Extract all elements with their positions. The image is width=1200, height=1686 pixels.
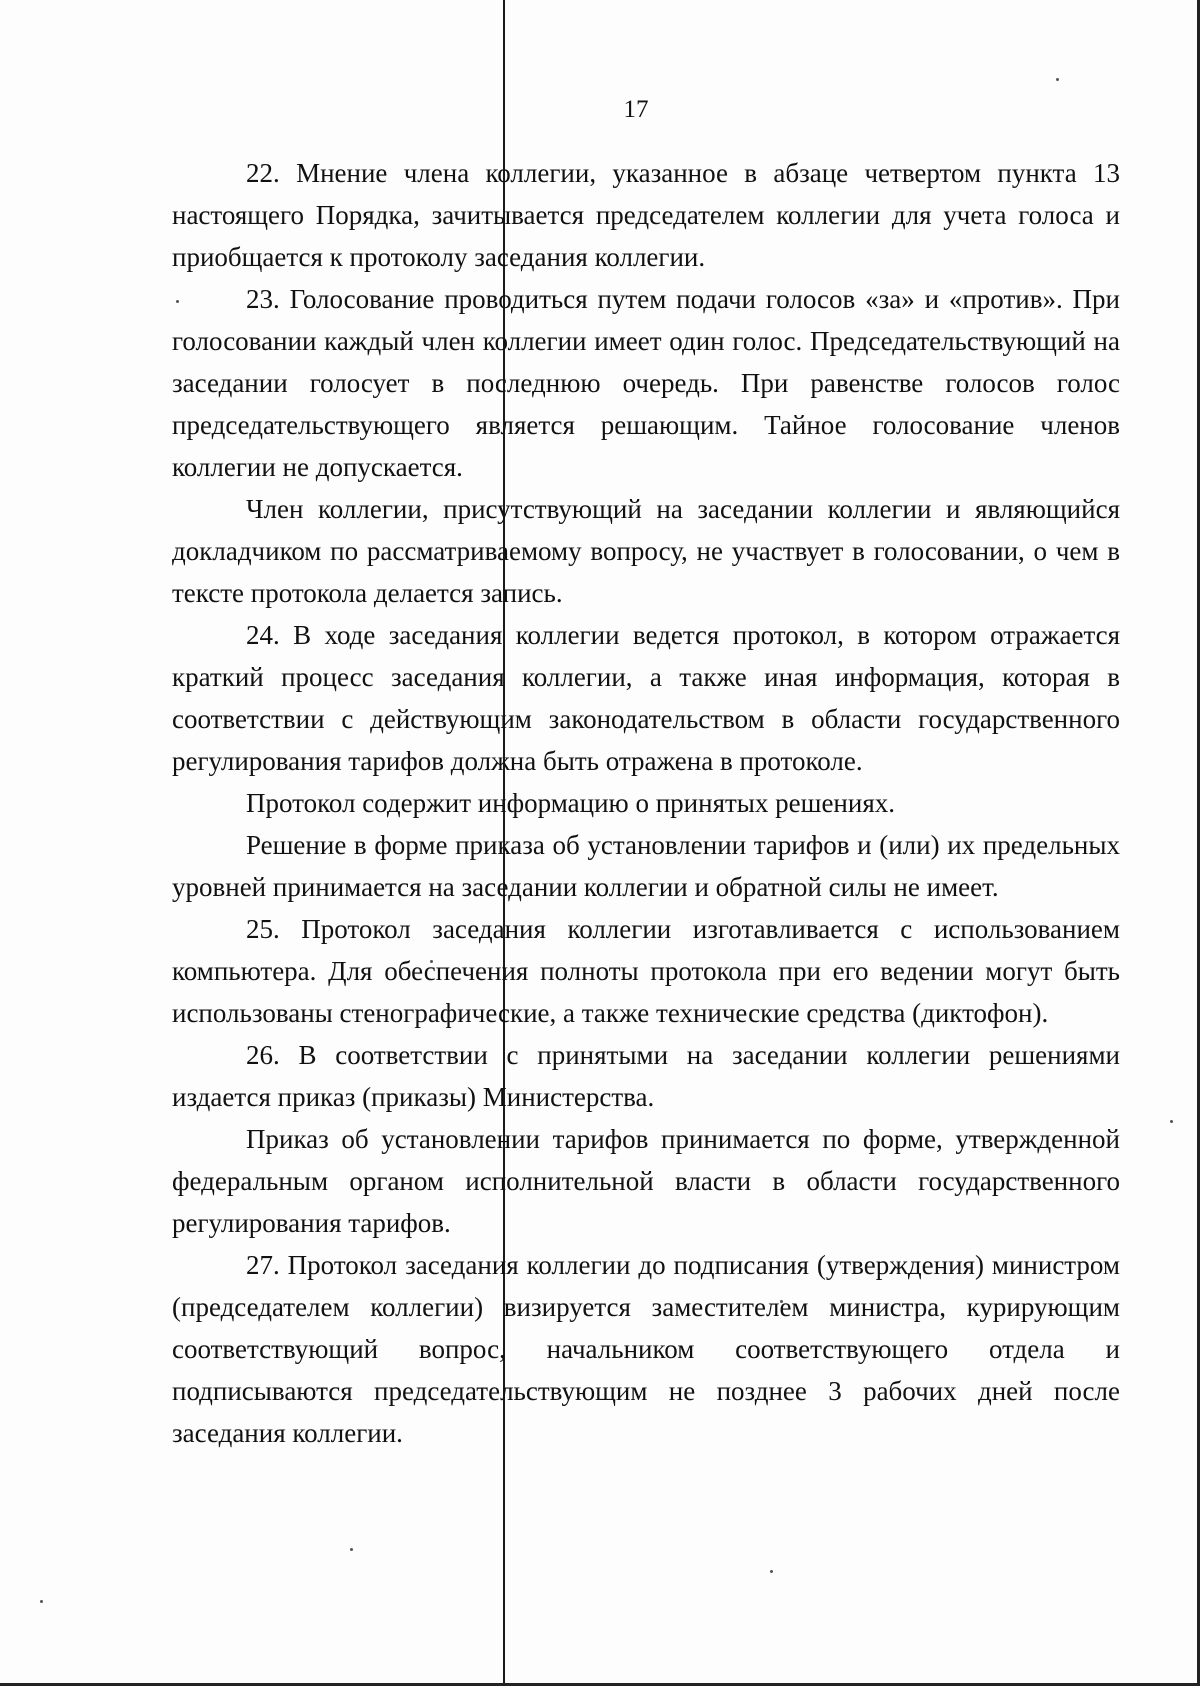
paragraph-24: 24. В ходе заседания коллегии ведется протокол, в котором отражается краткий процесс заседания коллегии, а также иная информация, которая в соответствии с действующим законодательством в области государственного регулирования тарифов должна быть отражена в протоколе. bbox=[172, 620, 1120, 776]
page-number: 17 bbox=[623, 96, 649, 123]
paragraph-24-protocol: Протокол содержит информацию о принятых решениях. bbox=[246, 788, 896, 818]
scan-speck bbox=[770, 1570, 773, 1573]
paragraph-24-decision: Решение в форме приказа об установлении тарифов и (или) их предельных уровней принимается на заседании коллегии и обратной силы не имеет. bbox=[172, 830, 1120, 902]
paragraph-23-member: Член коллегии, присутствующий на заседании коллегии и являющийся докладчиком по рассматриваемому вопросу, не участвует в голосовании, о чем в тексте протокола делается запись. bbox=[172, 494, 1120, 608]
paragraph-26: 26. В соответствии с принятыми на заседании коллегии решениями издается приказ (приказы) Министерства. bbox=[172, 1040, 1120, 1112]
scan-speck bbox=[350, 1548, 353, 1551]
scan-speck bbox=[1056, 78, 1059, 81]
paragraph-26-order: Приказ об установлении тарифов принимается по форме, утвержденной федеральным органом исполнительной власти в области государственного регулирования тарифов. bbox=[172, 1124, 1120, 1238]
document-body bbox=[172, 152, 1120, 1454]
paragraph-23: 23. Голосование проводиться путем подачи голосов «за» и «против». При голосовании каждый член коллегии имеет один голос. Председательствующий на заседании голосует в последнюю очередь. При равенстве голосов голос председательствующего является решающим. Тайное голосование членов коллегии не допускается. bbox=[172, 284, 1120, 482]
scan-speck bbox=[40, 1600, 43, 1603]
paragraph-25: 25. Протокол заседания коллегии изготавливается с использованием компьютера. Для обеспечения полноты протокола при его ведении могут быть использованы стенографические, а также технические средства (диктофон). bbox=[172, 914, 1120, 1028]
paragraph-27: 27. Протокол заседания коллегии до подписания (утверждения) министром (председателем коллегии) визируется заместителем министра, курирующим соответствующий вопрос, начальником соответствующего отдела и подписываются председательствующим не позднее 3 рабочих дней после заседания коллегии. bbox=[172, 1250, 1120, 1448]
scan-speck bbox=[1170, 1120, 1173, 1123]
paragraph-22: 22. Мнение члена коллегии, указанное в абзаце четвертом пункта 13 настоящего Порядка, зачитывается председателем коллегии для учета голоса и приобщается к протоколу заседания коллегии. bbox=[172, 158, 1120, 272]
